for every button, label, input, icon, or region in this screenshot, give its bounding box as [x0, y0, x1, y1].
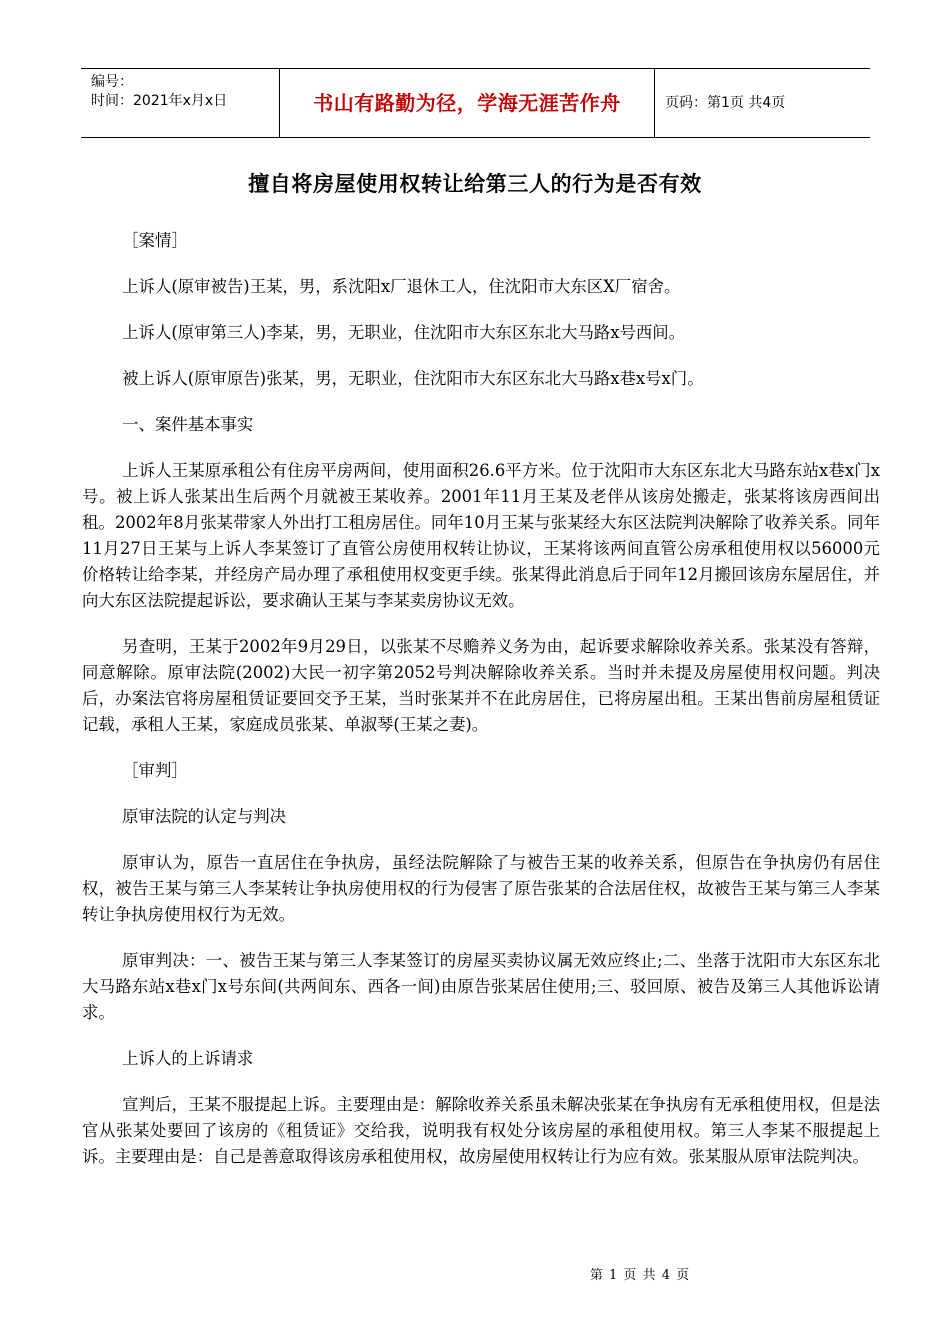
paragraph: 上诉人(原审被告)王某，男，系沈阳x厂退休工人，住沈阳市大东区X厂宿舍。 [122, 277, 681, 296]
header-meta-cell [81, 69, 280, 137]
paragraph: 另查明，王某于2002年9月29日，以张某不尽赡养义务为由，起诉要求解除收养关系。张某没有答辩，同意解除。原审法院(2002)大民一初字第2052号判决解除收养关系。当时并未提及房屋使用权问题。判决后，办案法官将房屋租赁证要回交予王某，当时张某并不在此房居住，已将房屋出租。王某出售前房屋租赁证记载，承租人王某，家庭成员张某、单淑琴(王某之妻)。 [82, 637, 880, 734]
header-slogan: 书山有路勤为径，学海无涯苦作舟 [280, 69, 655, 137]
section-heading: 原审法院的认定与判决 [122, 807, 287, 826]
paragraph: 原审判决：一、被告王某与第三人李某签订的房屋买卖协议属无效应终止;二、坐落于沈阳市大东区东北大马路东站x巷x门x号东间(共两间东、西各一间)由原告张某居住使用;三、驳回原、被告及第三人其他诉讼请求。 [82, 951, 880, 1022]
document-number: 编号： [91, 74, 133, 90]
header-table [81, 68, 870, 138]
section-heading: 上诉人的上诉请求 [122, 1049, 254, 1068]
document-time: 时间：2021年x月x日 [91, 93, 228, 109]
section-heading: ［案情］ [122, 231, 188, 250]
section-heading: 一、案件基本事实 [122, 415, 254, 434]
paragraph: 上诉人王某原承租公有住房平房两间，使用面积26.6平方米。位于沈阳市大东区东北大马路东站x巷x门x号。被上诉人张某出生后两个月就被王某收养。2001年11月王某及老伴从该房处搬走，张某将该房西间出租。2002年8月张某带家人外出打工租房居住。同年10月王某与张某经大东区法院判决解除了收养关系。同年11月27日王某与上诉人李某签订了直管公房使用权转让协议，王某将该两间直管公房承租使用权以56000元价格转让给李某，并经房产局办理了承租使用权变更手续。张某得此消息后于同年12月搬回该房东屋居住，并向大东区法院提起诉讼，要求确认王某与李某卖房协议无效。 [82, 461, 880, 610]
paragraph: 上诉人(原审第三人)李某，男，无职业，住沈阳市大东区东北大马路x号西间。 [122, 323, 686, 342]
paragraph: 宣判后，王某不服提起上诉。主要理由是：解除收养关系虽未解决张某在争执房有无承租使用权，但是法官从张某处要回了该房的《租赁证》交给我，说明我有权处分该房屋的承租使用权。第三人李某不服提起上诉。主要理由是：自己是善意取得该房承租使用权，故房屋使用权转让行为应有效。张某服从原审法院判决。 [82, 1095, 880, 1166]
section-heading: ［审判］ [122, 761, 188, 780]
page-footer: 第 1 页 共 4 页 [589, 1268, 691, 1283]
paragraph: 被上诉人(原审原告)张某，男，无职业，住沈阳市大东区东北大马路x巷x号x门。 [122, 369, 704, 388]
document-body [82, 228, 880, 1170]
paragraph: 原审认为，原告一直居住在争执房，虽经法院解除了与被告王某的收养关系，但原告在争执房仍有居住权，被告王某与第三人李某转让争执房使用权的行为侵害了原告张某的合法居住权，故被告王某与第三人李某转让争执房使用权行为无效。 [82, 853, 880, 924]
document-title: 擅自将房屋使用权转让给第三人的行为是否有效 [248, 172, 702, 196]
header-page-info: 页码：第1页 共4页 [665, 95, 786, 111]
